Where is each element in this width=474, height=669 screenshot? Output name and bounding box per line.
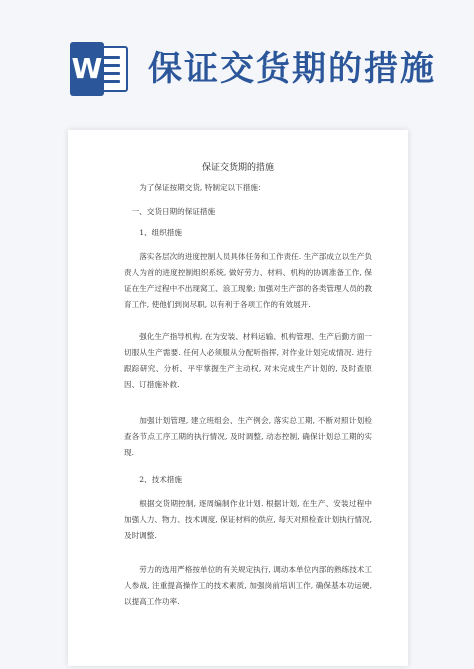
subsection-heading: 1、组织措施 <box>139 228 182 237</box>
banner-title: 保证交货期的措施 <box>148 49 436 89</box>
paragraph-plan-management: 加强计划管理, 建立班组会、生产例会, 落实总工期, 不断对照计划检查各节点工序工期的执行情况, 及时调整, 动态控制, 确保计划总工期的实现. <box>124 416 372 457</box>
subsection-heading: 2、技术措施 <box>139 475 182 484</box>
section-heading: 一、交货日期的保证措施 <box>131 207 216 216</box>
paragraph-production-guidance: 强化生产指导机构, 在为安装、材料运输、机构管理、生产后勤方面一切服从生产需要. 任何人必须服从分配听指挥, 对作业计划完成情况. 进行跟踪研究、分析、平牢掌握生产主动权, 对未完成生产计划的, 及时查原因、订措施补救. <box>124 332 372 389</box>
document-page <box>68 130 408 666</box>
word-logo-icon <box>70 42 128 96</box>
banner <box>0 0 474 110</box>
document-title: 保证交货期的措施 <box>201 163 274 173</box>
word-logo-letter: W <box>70 42 104 96</box>
paragraph-schedule-control: 根据交货期控制, 逐周编制作业计划. 根据计划, 在生产、安装过程中加强人力、物力、技术调度, 保证材料的供应, 每天对照检查计划执行情况, 及时调整. <box>124 499 372 540</box>
paragraph-labor-selection: 劳力的选用严格按单位的有关规定执行, 调动本单位内部的熟练技术工人参战, 注重提高操作工的技术素质, 加强岗前培训工作, 确保基本功运硬, 以提高工作功率. <box>124 565 372 606</box>
intro-paragraph: 为了保证按期交货, 特制定以下措施： <box>139 183 266 192</box>
paragraph-organization: 落实各层次的进度控制人员具体任务和工作责任. 生产部成立以生产负责人为首的进度控制组织系统, 做好劳力、材料、机构的协调准备工作, 保证在生产过程中不出现窝工、浪工现象; 加强对生产部的各类管理人员的教育工作, 使他们到岗尽职, 以有利于各项工作的有效展开. <box>124 252 372 309</box>
